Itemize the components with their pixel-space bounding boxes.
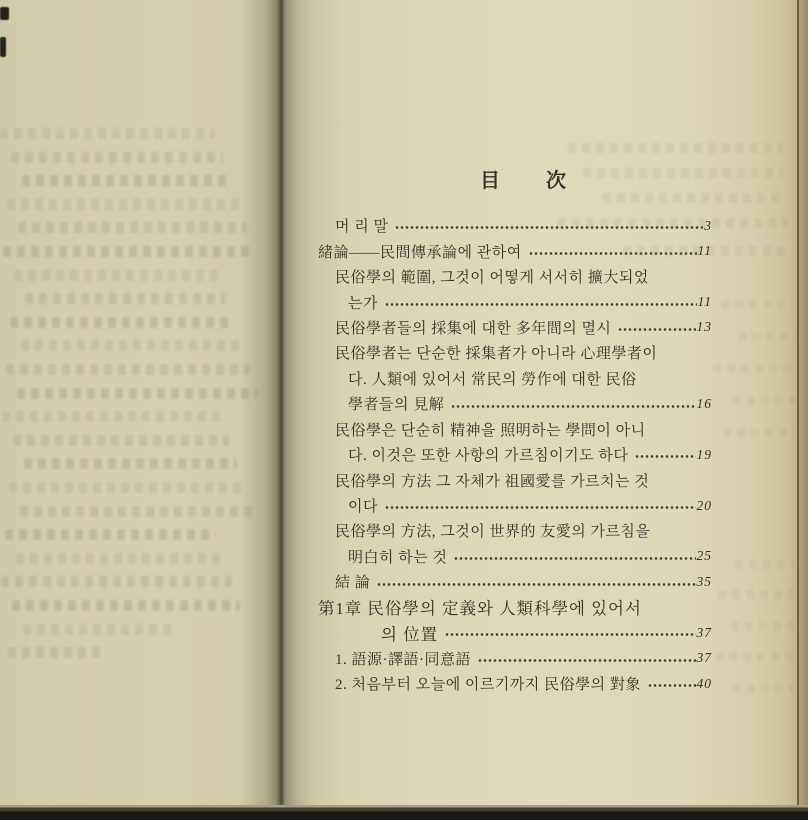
toc-page-number: 37 — [696, 650, 712, 666]
bleed-through-text — [8, 647, 103, 658]
page-edge-mark — [0, 7, 9, 20]
toc-page-number: 11 — [697, 243, 712, 259]
toc-entry-text: 學者들의 見解 — [348, 397, 445, 414]
bleed-through-text — [735, 560, 795, 569]
toc-entry-text: 民俗學者들의 採集에 대한 多年間의 멸시 — [335, 320, 612, 337]
toc-page-number: 19 — [696, 446, 712, 462]
bleed-through-text — [17, 388, 258, 399]
toc-entry — [318, 366, 712, 391]
dotted-leader — [618, 326, 695, 333]
dotted-leader — [529, 250, 697, 257]
toc-page-number: 20 — [696, 497, 712, 513]
toc-page-number: 16 — [696, 395, 712, 411]
toc-entry-text: 民俗學의 方法 그 자체가 祖國愛를 가르치는 것 — [335, 473, 650, 490]
toc-entry-text: 2. 처음부터 오늘에 이르기까지 民俗學의 對象 — [335, 677, 641, 694]
toc-entry-text: 는가 — [348, 295, 378, 312]
toc-entry — [318, 340, 712, 365]
bleed-through-text — [1, 576, 232, 587]
toc-entry — [318, 620, 712, 645]
toc-entry — [318, 569, 712, 594]
toc-entry — [318, 417, 712, 442]
toc-page-number: 13 — [696, 319, 712, 335]
bleed-through-text — [583, 168, 783, 178]
right-page — [283, 0, 797, 808]
toc-entry — [318, 391, 712, 416]
bleed-through-text — [11, 152, 223, 163]
bleed-through-text — [23, 624, 173, 635]
toc-entry-text: 1. 語源·譯語·同意語 — [335, 651, 471, 668]
bleed-through-text — [25, 293, 226, 304]
dotted-leader — [385, 301, 697, 308]
toc-page-number: 37 — [696, 624, 712, 640]
bleed-through-text — [21, 340, 242, 351]
toc-page-number: 11 — [697, 294, 712, 310]
toc-entry — [318, 289, 712, 314]
dotted-leader — [395, 224, 703, 231]
toc-entry — [318, 315, 712, 340]
page-edge-mark — [0, 37, 6, 57]
toc-page-number: 25 — [696, 548, 712, 564]
scan-bottom-edge — [0, 805, 808, 820]
dotted-leader — [454, 555, 695, 562]
bleed-through-text — [20, 506, 253, 517]
bleed-through-text — [2, 411, 221, 422]
toc-entry-text: 民俗學의 方法, 그것이 世界的 友愛의 가르침을 — [335, 524, 651, 541]
bleed-through-text — [12, 600, 240, 611]
toc-entry-text: 民俗學의 範圍, 그것이 어떻게 서서히 擴大되었 — [335, 270, 649, 287]
bleed-through-text — [6, 364, 250, 375]
bleed-through-text — [731, 622, 795, 631]
bleed-through-text — [18, 222, 247, 233]
bleed-through-text — [3, 246, 255, 257]
dotted-leader — [648, 682, 696, 689]
bleed-through-text — [738, 332, 796, 341]
bleed-through-text — [603, 193, 783, 203]
toc-entry — [318, 264, 712, 289]
dotted-leader — [451, 403, 695, 410]
dotted-leader — [445, 631, 695, 638]
toc-entry-text: 明白히 하는 것 — [348, 549, 448, 566]
toc-entry-text: 머 리 말 — [335, 219, 389, 236]
bleed-through-text — [0, 128, 215, 139]
bleed-through-text — [721, 300, 791, 309]
toc-entry — [318, 595, 712, 620]
toc-entry-text: 緒論——民間傳承論에 관하여 — [318, 244, 522, 261]
dotted-leader — [377, 581, 695, 588]
toc-entry — [318, 544, 712, 569]
dotted-leader — [635, 453, 695, 460]
toc-entry — [318, 238, 712, 263]
bleed-through-text — [22, 175, 231, 186]
left-page — [0, 0, 270, 808]
bleed-through-text — [713, 364, 793, 373]
bleed-through-text — [733, 684, 793, 693]
toc-entry-text: 結 論 — [335, 575, 371, 592]
bleed-through-text — [715, 652, 793, 661]
toc-page-number: 3 — [704, 217, 712, 233]
toc-entry-text: 다. 人類에 있어서 常民의 勞作에 대한 民俗 — [348, 371, 637, 388]
toc-entry — [318, 467, 712, 492]
bleed-through-text — [24, 458, 237, 469]
toc-entry — [318, 671, 712, 696]
toc-entry — [318, 493, 712, 518]
toc-entry — [318, 518, 712, 543]
toc-list — [318, 213, 712, 696]
bleed-through-text — [14, 270, 218, 281]
toc-entry-text: 民俗學者는 단순한 採集者가 아니라 心理學者이 — [335, 346, 658, 363]
bleed-through-text — [7, 199, 239, 210]
bleed-through-text — [16, 553, 224, 564]
toc-entry-text: 의 位置 — [381, 624, 439, 644]
bleed-through-text — [718, 590, 794, 599]
bleed-through-text — [5, 529, 216, 540]
toc-entry-text: 民俗學은 단순히 精神을 照明하는 學問이 아니 — [335, 422, 646, 439]
toc-entry — [318, 645, 712, 670]
bleed-through-text — [9, 482, 245, 493]
bleed-through-text — [568, 143, 783, 153]
bleed-through-text — [723, 428, 795, 437]
toc-entry-text: 이다 — [348, 499, 378, 516]
dotted-leader — [478, 657, 696, 664]
toc-entry — [318, 442, 712, 467]
bleed-through-text — [733, 396, 795, 405]
bleed-through-text — [13, 435, 229, 446]
toc-page-number: 35 — [696, 573, 712, 589]
toc-title: 目次 — [480, 170, 612, 192]
book-fore-edge — [797, 0, 808, 820]
toc-entry-text: 다. 이것은 또한 사항의 가르침이기도 하다 — [348, 448, 629, 465]
toc-page-number: 40 — [696, 675, 712, 691]
dotted-leader — [385, 504, 696, 511]
toc-entry-text: 第1章 民俗學의 定義와 人類科學에 있어서 — [318, 599, 642, 619]
bleed-through-text — [10, 317, 234, 328]
toc-entry — [318, 213, 712, 238]
